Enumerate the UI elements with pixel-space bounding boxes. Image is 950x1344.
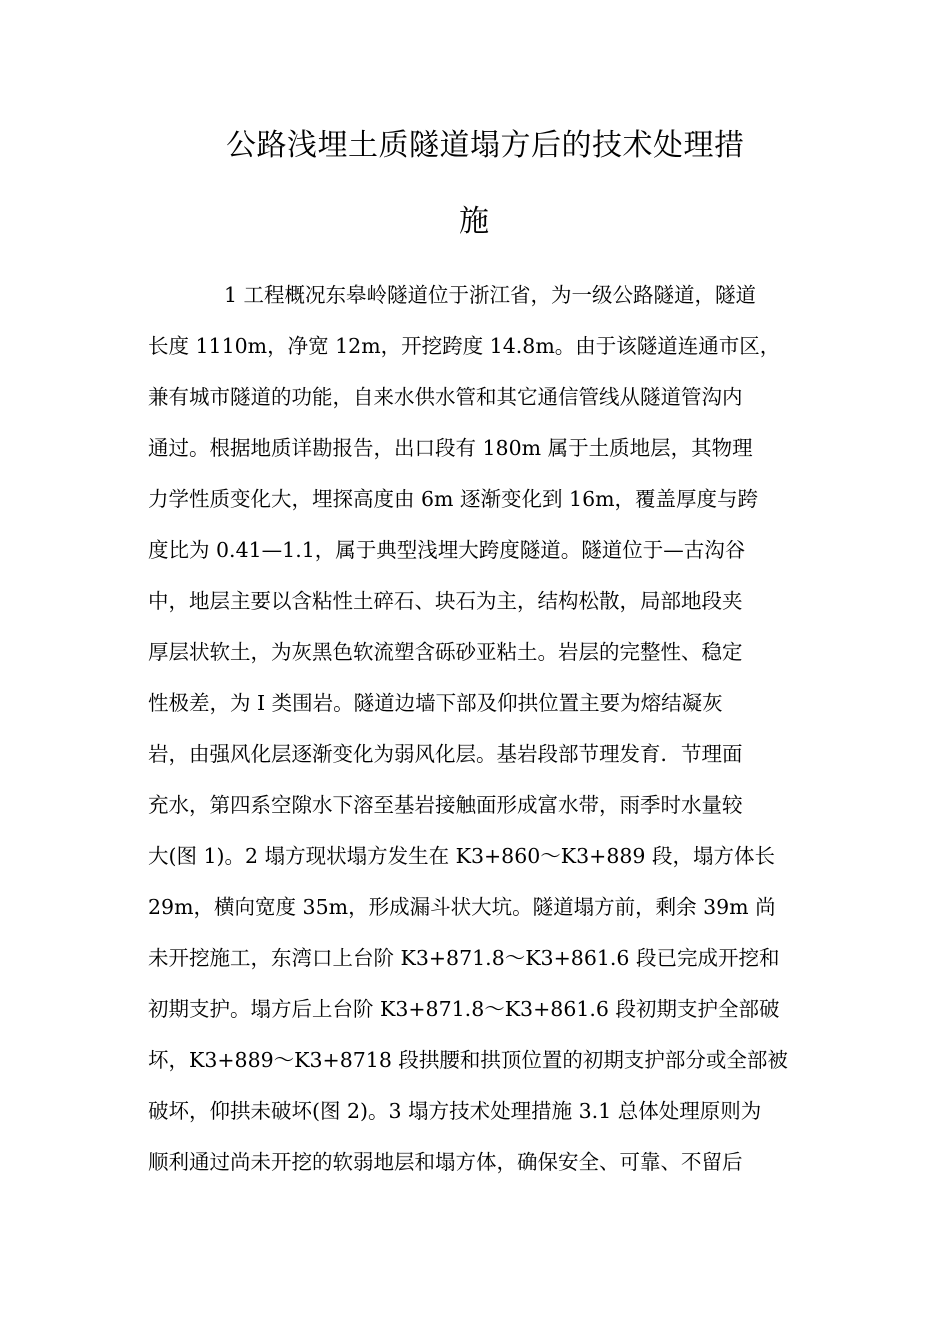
body-line: 未开挖施工，东湾口上台阶 K3+871.8～K3+861.6 段已完成开挖和 (148, 946, 780, 970)
body-line: 中，地层主要以含粘性土碎石、块石为主，结构松散，局部地段夹 (148, 589, 743, 613)
body-line: 通过。根据地质详勘报告，出口段有 180m 属于土质地层，其物理 (148, 436, 753, 460)
body-line: 度比为 0.41—1.1，属于典型浅埋大跨度隧道。隧道位于—古沟谷 (148, 538, 746, 562)
body-line: 顺利通过尚未开挖的软弱地层和塌方体，确保安全、可靠、不留后 (148, 1150, 743, 1174)
body-line: 1 工程概况东皋岭隧道位于浙江省，为一级公路隧道，隧道 (224, 283, 757, 307)
body-line: 性极差，为 I 类围岩。隧道边墙下部及仰拱位置主要为熔结凝灰 (148, 691, 723, 715)
body-line: 长度 1110m，净宽 12m，开挖跨度 14.8m。由于该隧道连通市区， (148, 334, 781, 358)
body-line: 29m，横向宽度 35m，形成漏斗状大坑。隧道塌方前，剩余 39m 尚 (148, 895, 776, 919)
document-title-line-2: 施 (459, 204, 490, 239)
body-line: 兼有城市隧道的功能，自来水供水管和其它通信管线从隧道管沟内 (148, 385, 743, 409)
body-line: 充水，第四系空隙水下溶至基岩接触面形成富水带，雨季时水量较 (148, 793, 743, 817)
document-title-line-1: 公路浅埋土质隧道塌方后的技术处理措 (226, 128, 745, 163)
body-line: 厚层状软土，为灰黑色软流塑含砾砂亚粘土。岩层的完整性、稳定 (148, 640, 743, 664)
body-line: 破坏，仰拱未破坏(图 2)。3 塌方技术处理措施 3.1 总体处理原则为 (148, 1099, 762, 1123)
body-line: 力学性质变化大，埋探高度由 6m 逐渐变化到 16m，覆盖厚度与跨 (148, 487, 759, 511)
body-line: 岩，由强风化层逐渐变化为弱风化层。基岩段部节理发育．节理面 (148, 742, 743, 766)
body-line: 大(图 1)。2 塌方现状塌方发生在 K3+860～K3+889 段，塌方体长 (148, 844, 775, 868)
body-line: 初期支护。塌方后上台阶 K3+871.8～K3+861.6 段初期支护全部破 (148, 997, 780, 1021)
body-line: 坏，K3+889～K3+8718 段拱腰和拱顶位置的初期支护部分或全部被 (148, 1048, 788, 1072)
